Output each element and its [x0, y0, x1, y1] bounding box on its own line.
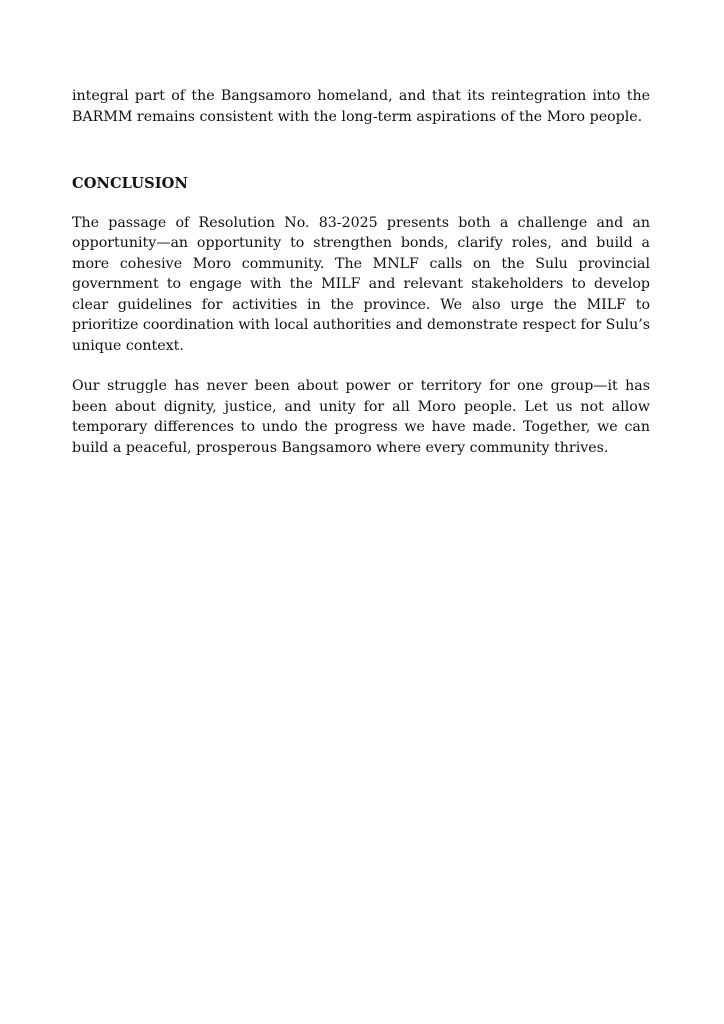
intro-paragraph: integral part of the Bangsamoro homeland, and that its reintegration into the BARMM remains consistent with the long-term aspirations of the Moro people.: [72, 88, 650, 125]
document-page: [72, 86, 650, 458]
conclusion-heading: CONCLUSION: [72, 175, 188, 192]
conclusion-paragraph-1: The passage of Resolution No. 83-2025 presents both a challenge and an opportunity—an opportunity to strengthen bonds, clarify roles, and build a more cohesive Moro community. The MNLF calls on the Sulu provincial government to engage with the MILF and relevant stakeholders to develop clear guidelines for activities in the province. We also urge the MILF to prioritize coordination with local authorities and demonstrate respect for Sulu’s unique context.: [72, 214, 650, 354]
conclusion-paragraph-2: Our struggle has never been about power or territory for one group—it has been about dignity, justice, and unity for all Moro people. Let us not allow temporary differences to undo the progress we have made. Together, we can build a peaceful, prosperous Bangsamoro where every community thrives.: [72, 378, 650, 456]
